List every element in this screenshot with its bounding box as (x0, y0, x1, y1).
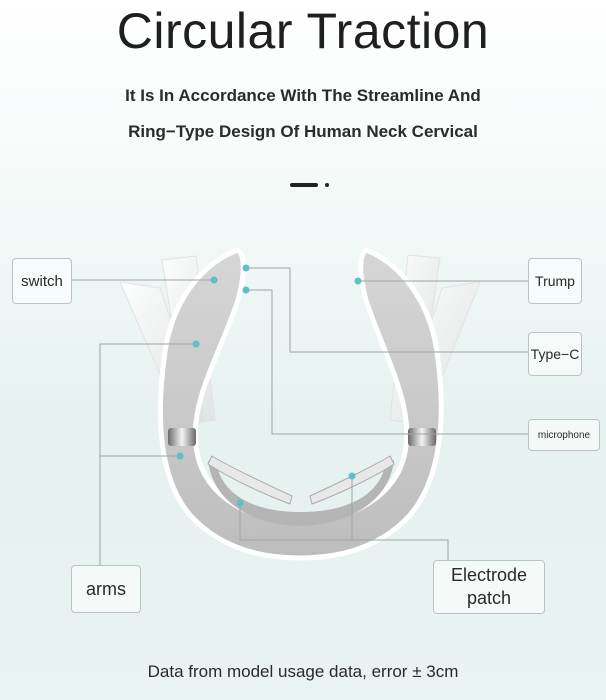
footer-note: Data from model usage data, error ± 3cm (147, 662, 459, 681)
label-trump-text: Trump (535, 273, 575, 289)
label-microphone (528, 419, 600, 451)
page-title: Circular Traction (116, 3, 490, 59)
label-trump (528, 258, 582, 304)
subtitle-line-1: It Is In Accordance With The Streamline And (125, 86, 481, 105)
label-microphone-text: microphone (537, 429, 591, 441)
label-arms-text: arms (86, 578, 126, 599)
label-electrode-text-line2: patch (466, 588, 512, 608)
label-switch (12, 258, 72, 304)
chrome-ring-left (168, 428, 196, 446)
chrome-ring-right (408, 428, 436, 446)
label-switch-text: switch (21, 272, 63, 290)
label-arms (71, 565, 141, 613)
label-electrode-text-line1: Electrode (450, 565, 528, 585)
label-type-c (528, 332, 582, 376)
label-type-c-text: Type−C (530, 346, 580, 362)
label-electrode-patch (433, 560, 545, 614)
subtitle-line-2: Ring−Type Design Of Human Neck Cervical (128, 122, 478, 141)
